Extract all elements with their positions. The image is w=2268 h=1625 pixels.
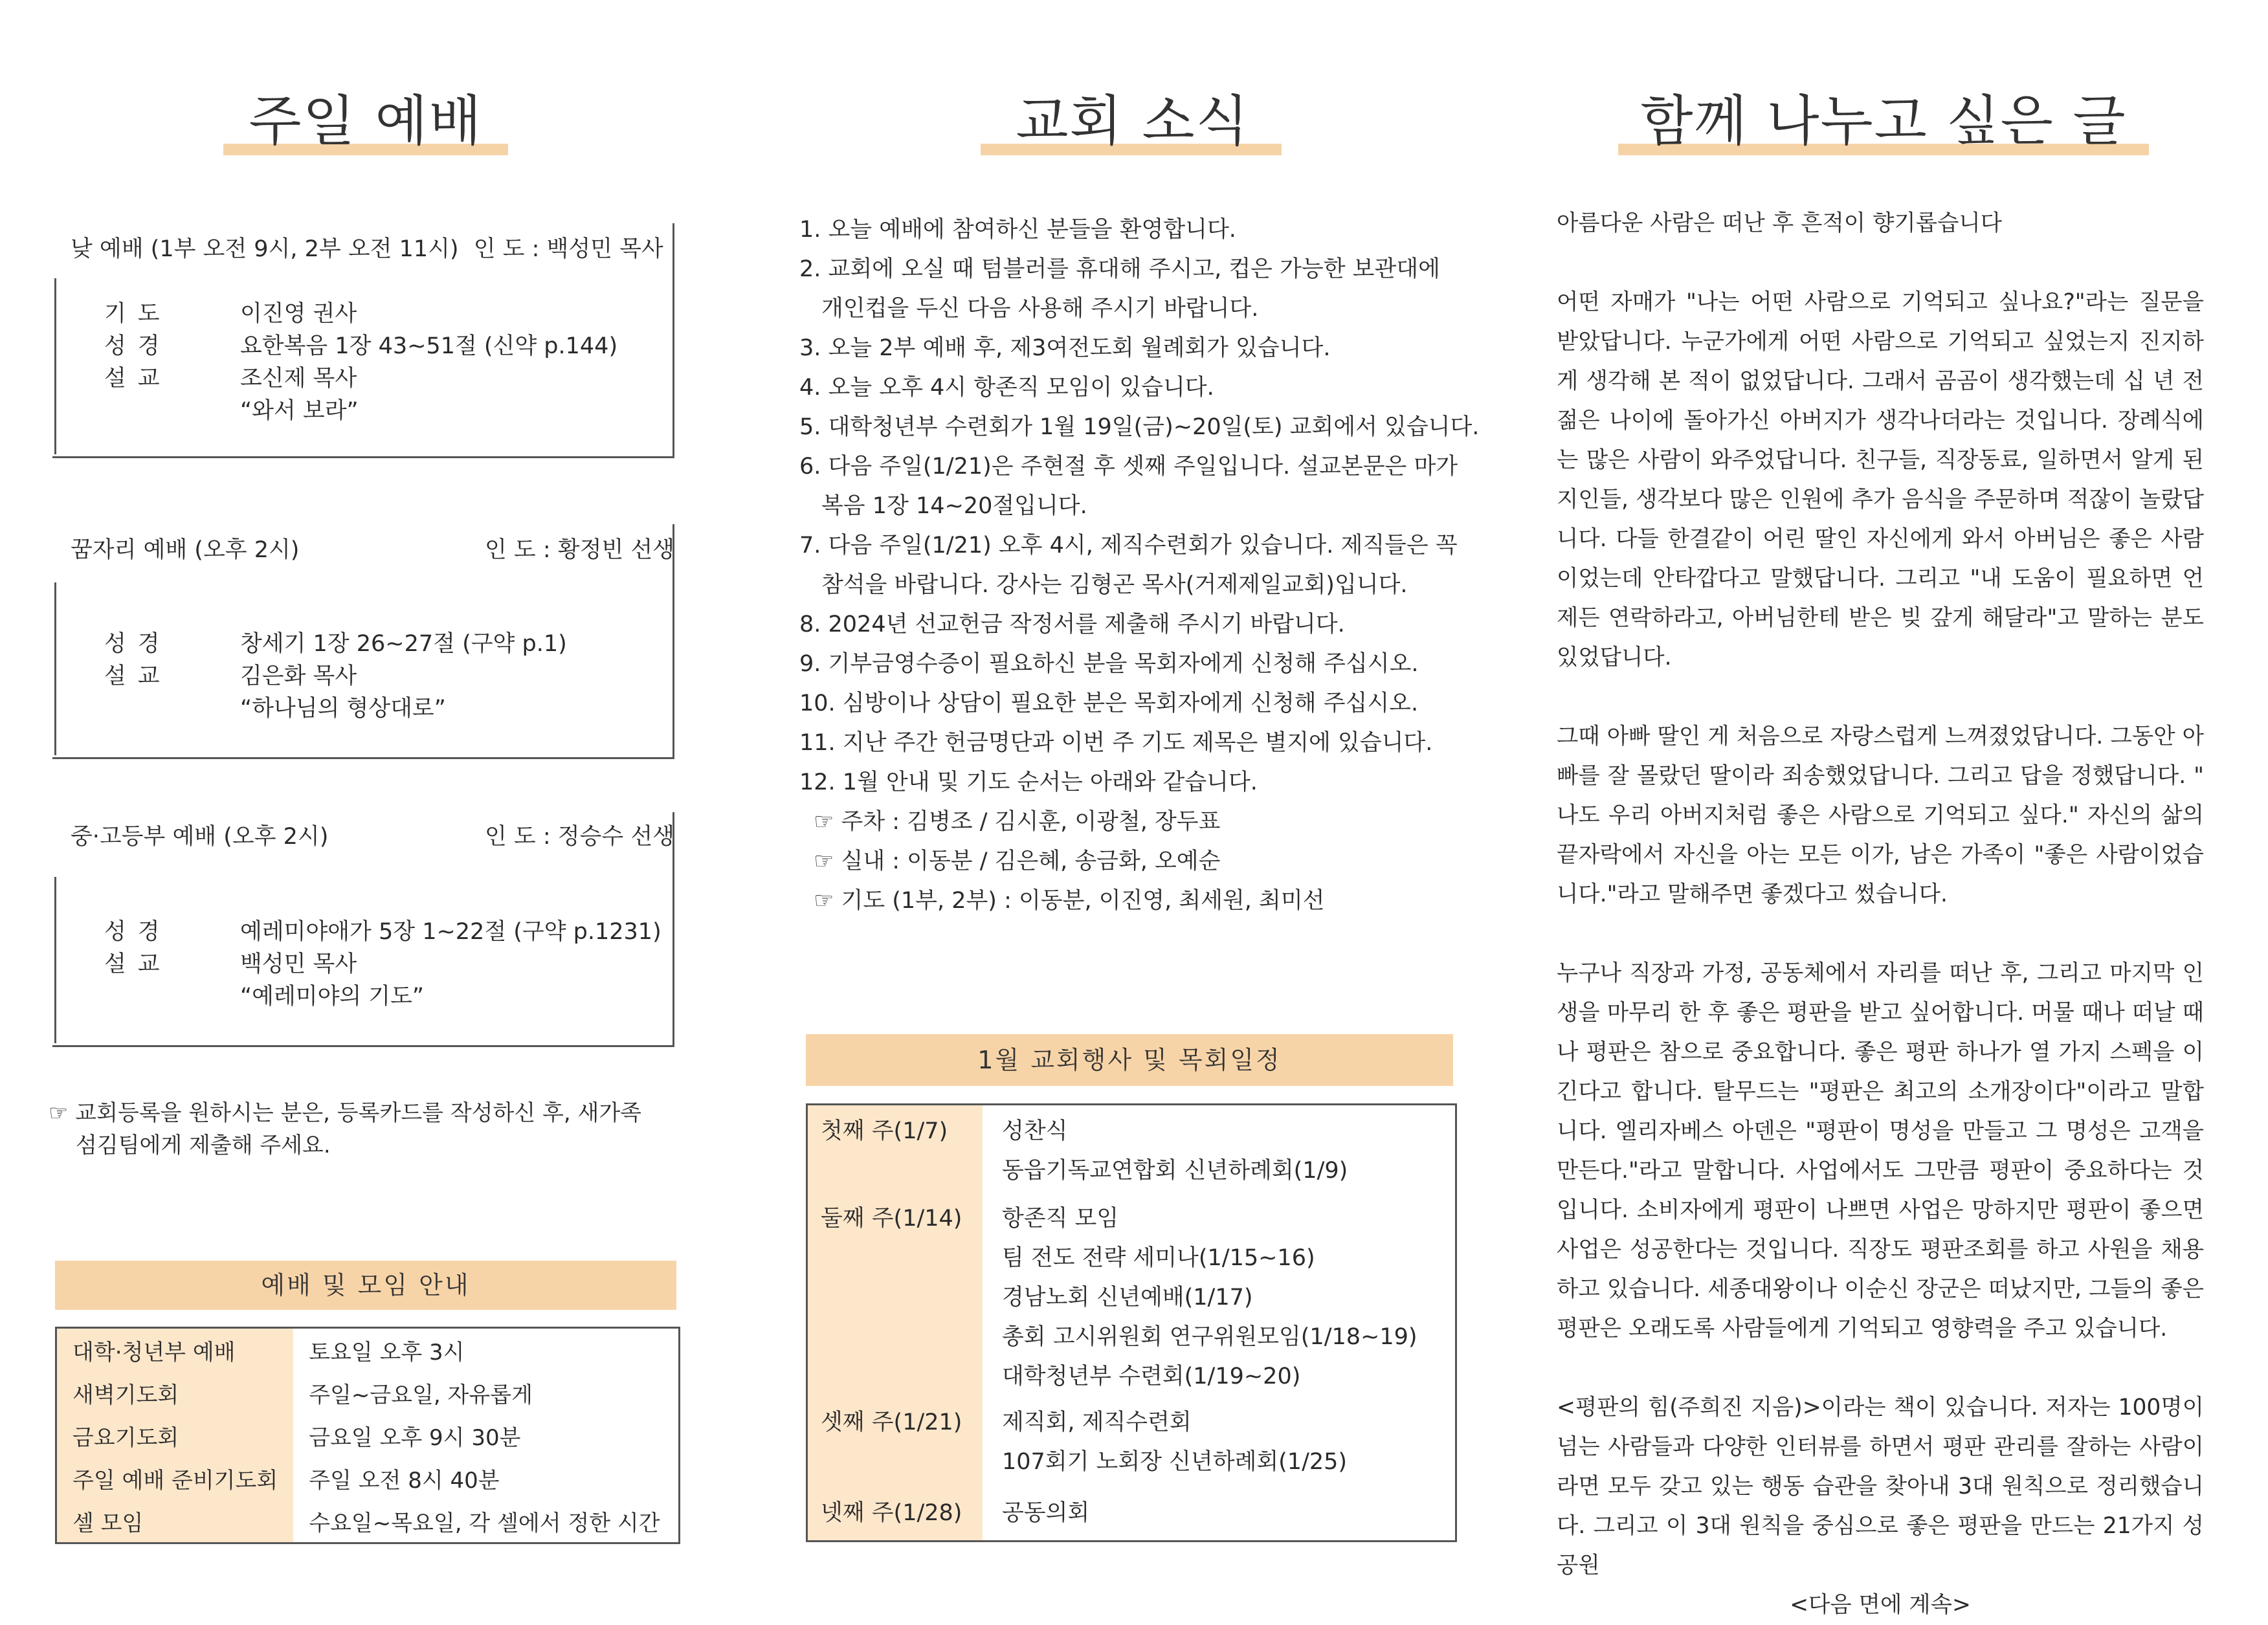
schedule-week: 둘째 주(1/14) <box>821 1206 962 1232</box>
service-main-leader: 인 도 : 백성민 목사 <box>473 236 663 262</box>
schedule-heading: 1월 교회행사 및 목회일정 <box>806 1034 1453 1086</box>
schedule-week: 셋째 주(1/21) <box>821 1409 962 1435</box>
service-youth-header <box>71 819 674 851</box>
news-subitem: ☞ 주차 : 김병조 / 김시훈, 이광철, 장두표 <box>814 809 1221 835</box>
essay-paragraph: 어떤 자매가 "나는 어떤 사람으로 기억되고 싶나요?"라는 질문을 받았답니다. 누군가에게 어떤 사람으로 기억되고 싶었는지 진지하게 생각해 본 적이 없었답니다. 그래서 곰곰이 생각했는데 십 년 전 젊은 나이에 돌아가신 아버지가 생각나더라는 것입니다. 장례식에는 많은 사람이 와주었답니다. 친구들, 직장동료, 일하면서 알게 된 지인들, 생각보다 많은 인원에 추가 음식을 주문하며 적잖이 놀랐답니다. 다들 한결같이 어린 딸인 자신에게 와서 아버님은 좋은 사람이었는데 안타깝다고 말했답니다. 그리고 "내 도움이 필요하면 언제든 연락하라고, 아버님한테 받은 빚 갚게 해달라"고 말하는 분도 있었답니다. <box>1557 289 2204 670</box>
schedule-event: 공동의회 <box>1002 1500 1090 1526</box>
service-youth-name: 중·고등부 예배 (오후 2시) <box>71 824 329 850</box>
service-kids-rows <box>104 628 567 725</box>
registration-note: ☞ 교회등록을 원하시는 분은, 등록카드를 작성하신 후, 새가족 섬김팀에게 제출해 주세요. <box>49 1100 642 1158</box>
news-item: 11. 지난 주간 헌금명단과 이번 주 기도 제목은 별지에 있습니다. <box>799 730 1433 756</box>
news-subitem: ☞ 기도 (1부, 2부) : 이동분, 이진영, 최세원, 최미선 <box>814 888 1325 914</box>
service-kids-name: 꿈자리 예배 (오후 2시) <box>71 537 300 563</box>
service-main <box>52 223 674 458</box>
meeting-row: 새벽기도회 주일~금요일, 자유롭게 <box>57 1371 678 1414</box>
service-kids-leader: 인 도 : 황정빈 선생 <box>485 537 674 563</box>
service-main-header <box>71 231 663 263</box>
service-row: 성경 예레미야애가 5장 1~22절 (구약 p.1231) <box>104 919 662 945</box>
news-item: 9. 기부금영수증이 필요하신 분을 목회자에게 신청해 주십시오. <box>799 651 1419 677</box>
essay-subtitle: 아름다운 사람은 떠난 후 흔적이 향기롭습니다 <box>1557 210 2003 236</box>
service-main-name: 낮 예배 (1부 오전 9시, 2부 오전 11시) <box>71 236 459 262</box>
schedule-week-column <box>808 1105 983 1540</box>
news-item: 2. 교회에 오실 때 텀블러를 휴대해 주시고, 컵은 가능한 보관대에 <box>799 256 1440 282</box>
news-item: 3. 오늘 2부 예배 후, 제3여전도회 월례회가 있습니다. <box>799 335 1331 361</box>
meeting-row: 주일 예배 준비기도회 주일 오전 8시 40분 <box>57 1457 678 1499</box>
meeting-row: 대학·청년부 예배 토요일 오후 3시 <box>57 1329 678 1371</box>
service-row: 기도 이진영 권사 <box>104 301 357 327</box>
service-kids-header <box>71 532 674 564</box>
service-youth-leader: 인 도 : 정승수 선생 <box>485 824 674 850</box>
worship-title: 주일 예배 <box>249 89 483 153</box>
schedule-week: 넷째 주(1/28) <box>821 1500 962 1526</box>
service-kids <box>52 524 674 759</box>
schedule-week: 첫째 주(1/7) <box>821 1118 948 1144</box>
meetings-heading: 예배 및 모임 안내 <box>55 1261 676 1310</box>
news-item: 8. 2024년 선교헌금 작정서를 제출해 주시기 바랍니다. <box>799 612 1345 637</box>
meetings-table-box <box>55 1327 680 1544</box>
essay-body <box>1557 204 2204 1625</box>
service-row: 설교 김은화 목사 <box>104 663 357 689</box>
schedule-event: 107회기 노회장 신년하례회(1/25) <box>1002 1449 1348 1475</box>
meetings-table <box>57 1329 678 1542</box>
news-title: 교회 소식 <box>1016 89 1250 153</box>
schedule-event: 항존직 모임 <box>1002 1206 1119 1232</box>
meeting-row: 금요기도회 금요일 오후 9시 30분 <box>57 1414 678 1457</box>
schedule-event: 총회 고시위원회 연구위원모임(1/18~19) <box>1002 1324 1418 1350</box>
service-main-rows <box>104 298 617 427</box>
news-item: 개인컵을 두신 다음 사용해 주시기 바랍니다. <box>821 296 1259 322</box>
schedule-event: 대학청년부 수련회(1/19~20) <box>1002 1364 1301 1389</box>
schedule-event: 제직회, 제직수련회 <box>1002 1409 1192 1435</box>
service-row: “예레미야의 기도” <box>240 984 425 1010</box>
essay-paragraph: <평판의 힘(주희진 지음)>이라는 책이 있습니다. 저자는 100명이 넘는 사람들과 다양한 인터뷰를 하면서 평판 관리를 잘하는 사람이라면 모두 갖고 있는 행동 습관을 찾아내 3대 원칙으로 정리했습니다. 그리고 이 3대 원칙을 중심으로 좋은 평판을 만드는 21가지 성공원 <box>1557 1395 2204 1578</box>
essay-paragraph: 그때 아빠 딸인 게 처음으로 자랑스럽게 느껴졌었답니다. 그동안 아빠를 잘 몰랐던 딸이라 죄송했었답니다. 그리고 답을 정했답니다. " 나도 우리 아버지처럼 좋은 사람으로 기억되고 싶다." 자신의 삶의 끝자락에서 자신을 아는 모든 이가, 남은 가족이 "좋은 사람이었습니다."라고 말해주면 좋겠다고 썼습니다. <box>1557 724 2204 907</box>
meeting-row: 셀 모임 수요일~목요일, 각 셀에서 정한 시간 <box>57 1499 678 1542</box>
service-row: 설교 조신제 목사 <box>104 366 357 392</box>
service-row: “하나님의 형상대로” <box>240 696 446 722</box>
news-item: 10. 심방이나 상담이 필요한 분은 목회자에게 신청해 주십시오. <box>799 691 1419 716</box>
news-subitem: ☞ 실내 : 이동분 / 김은혜, 송금화, 오예순 <box>814 848 1221 874</box>
news-item: 7. 다음 주일(1/21) 오후 4시, 제직수련회가 있습니다. 제직들은 꼭 <box>799 533 1458 558</box>
news-item: 6. 다음 주일(1/21)은 주현절 후 셋째 주일입니다. 설교본문은 마가 <box>799 454 1458 480</box>
essay-paragraph: 누구나 직장과 가정, 공동체에서 자리를 떠난 후, 그리고 마지막 인생을 마무리 한 후 좋은 평판을 받고 싶어합니다. 머물 때나 떠날 때나 평판은 참으로 중요합니다. 좋은 평판 하나가 열 가지 스펙을 이긴다고 합니다. 탈무드는 "평판은 최고의 소개장이다"이라고 말합니다. 엘리자베스 아덴은 "평판이 명성을 만들고 그 명성은 고객을 만든다."라고 말합니다. 사업에서도 그만큼 평판이 중요하다는 것입니다. 소비자에게 평판이 나쁘면 사업은 망하지만 평판이 좋으면 사업은 성공한다는 것입니다. 직장도 평판조회를 하고 사원을 채용하고 있습니다. 세종대왕이나 이순신 장군은 떠났지만, 그들의 좋은 평판은 오래도록 사람들에게 기억되고 영향력을 주고 있습니다. <box>1557 960 2204 1342</box>
essay-title: 함께 나누고 싶은 글 <box>1640 89 2127 153</box>
news-list <box>799 210 1480 921</box>
service-row: 성경 창세기 1장 26~27절 (구약 p.1) <box>104 631 567 657</box>
schedule-event: 경남노회 신년예배(1/17) <box>1002 1285 1253 1310</box>
service-row: 성경 요한복음 1장 43~51절 (신약 p.144) <box>104 333 618 359</box>
service-row: 설교 백성민 목사 <box>104 951 357 977</box>
service-row: “와서 보라” <box>240 398 359 424</box>
news-item: 1. 오늘 예배에 참여하신 분들을 환영합니다. <box>799 217 1236 243</box>
news-item: 12. 1월 안내 및 기도 순서는 아래와 같습니다. <box>799 769 1258 795</box>
service-youth-rows <box>104 916 662 1013</box>
news-item: 복음 1장 14~20절입니다. <box>821 493 1087 519</box>
news-item: 4. 오늘 오후 4시 항존직 모임이 있습니다. <box>799 375 1214 401</box>
service-youth <box>52 812 674 1047</box>
schedule-table <box>806 1103 1457 1542</box>
news-item: 5. 대학청년부 수련회가 1월 19일(금)~20일(토) 교회에서 있습니다. <box>799 414 1480 440</box>
essay-continued: <다음 면에 계속> <box>1790 1592 1971 1618</box>
schedule-event: 팀 전도 전략 세미나(1/15~16) <box>1002 1245 1315 1271</box>
news-item: 참석을 바랍니다. 강사는 김형곤 목사(거제제일교회)입니다. <box>821 572 1408 598</box>
schedule-event: 성찬식 <box>1002 1118 1068 1144</box>
schedule-event: 동읍기독교연합회 신년하례회(1/9) <box>1002 1158 1348 1184</box>
